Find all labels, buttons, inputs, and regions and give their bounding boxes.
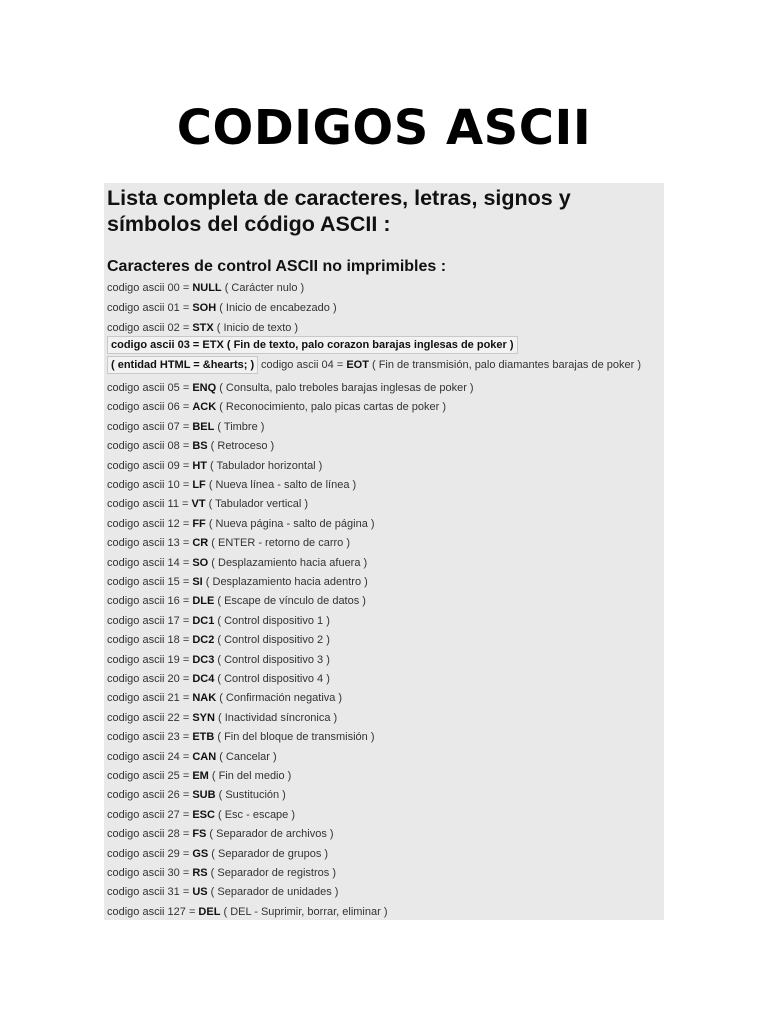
ascii-entry: codigo ascii 16 = DLE ( Escape de vínculo de datos )	[107, 595, 366, 608]
ascii-entry: codigo ascii 30 = RS ( Separador de registros )	[107, 867, 336, 879]
ascii-entry: codigo ascii 27 = ESC ( Esc - escape )	[107, 808, 296, 821]
ascii-entry: codigo ascii 02 = STX ( Inicio de texto )	[107, 322, 299, 334]
ascii-entry: codigo ascii 18 = DC2 ( Control dispositivo 2 )	[107, 634, 330, 647]
ascii-entry: codigo ascii 31 = US ( Separador de unidades )	[107, 886, 339, 899]
ascii-entry: codigo ascii 11 = VT ( Tabulador vertical )	[107, 498, 309, 511]
section-heading: Lista completa de caracteres, letras, signos y símbolos del código ASCII :	[107, 186, 571, 236]
ascii-entry: codigo ascii 17 = DC1 ( Control dispositivo 1 )	[107, 614, 330, 627]
ascii-entry: codigo ascii 29 = GS ( Separador de grupos )	[107, 847, 329, 860]
ascii-entry: codigo ascii 21 = NAK ( Confirmación negativa )	[107, 692, 343, 705]
ascii-entry: codigo ascii 20 = DC4 ( Control dispositivo 4 )	[107, 673, 330, 685]
ascii-entry: codigo ascii 13 = CR ( ENTER - retorno de carro )	[107, 537, 351, 550]
ascii-entry: codigo ascii 06 = ACK ( Reconocimiento, palo picas cartas de poker )	[107, 401, 447, 414]
ascii-entry: codigo ascii 05 = ENQ ( Consulta, palo treboles barajas inglesas de poker )	[107, 382, 474, 394]
ascii-entry: codigo ascii 08 = BS ( Retroceso )	[107, 440, 275, 453]
ascii-entry: codigo ascii 28 = FS ( Separador de archivos )	[107, 828, 334, 841]
section-subheading: Caracteres de control ASCII no imprimibles :	[107, 258, 447, 275]
ascii-entry: codigo ascii 00 = NULL ( Carácter nulo )	[107, 282, 305, 294]
ascii-entry: codigo ascii 19 = DC3 ( Control dispositivo 3 )	[107, 653, 330, 666]
ascii-entry: codigo ascii 01 = SOH ( Inicio de encabezado )	[107, 302, 337, 314]
ascii-entry: codigo ascii 25 = EM ( Fin del medio )	[107, 770, 292, 782]
highlighted-entry-etx: codigo ascii 03 = ETX ( Fin de texto, palo corazon barajas inglesas de poker )	[107, 336, 518, 354]
ascii-entry: codigo ascii 22 = SYN ( Inactividad síncronica )	[107, 711, 338, 724]
ascii-entry: codigo ascii 127 = DEL ( DEL - Suprimir, borrar, eliminar )	[107, 905, 388, 918]
entry-eot: codigo ascii 04 = EOT ( Fin de transmisión, palo diamantes barajas de poker )	[261, 359, 642, 371]
page-title: CODIGOS ASCII	[176, 100, 592, 156]
ascii-entry: codigo ascii 24 = CAN ( Cancelar )	[107, 750, 277, 763]
ascii-entry: codigo ascii 12 = FF ( Nueva página - salto de página )	[107, 517, 375, 530]
ascii-entry: codigo ascii 15 = SI ( Desplazamiento hacia adentro )	[107, 576, 368, 588]
ascii-entry: codigo ascii 10 = LF ( Nueva línea - salto de línea )	[107, 479, 357, 491]
ascii-entry: codigo ascii 26 = SUB ( Sustitución )	[107, 789, 286, 802]
ascii-entry: codigo ascii 23 = ETB ( Fin del bloque de transmisión )	[107, 731, 375, 744]
ascii-entry: codigo ascii 14 = SO ( Desplazamiento hacia afuera )	[107, 556, 368, 569]
ascii-entry: codigo ascii 09 = HT ( Tabulador horizontal )	[107, 459, 323, 472]
ascii-entry: codigo ascii 07 = BEL ( Timbre )	[107, 420, 265, 433]
html-entity-box: ( entidad HTML = &hearts; )	[107, 356, 258, 374]
